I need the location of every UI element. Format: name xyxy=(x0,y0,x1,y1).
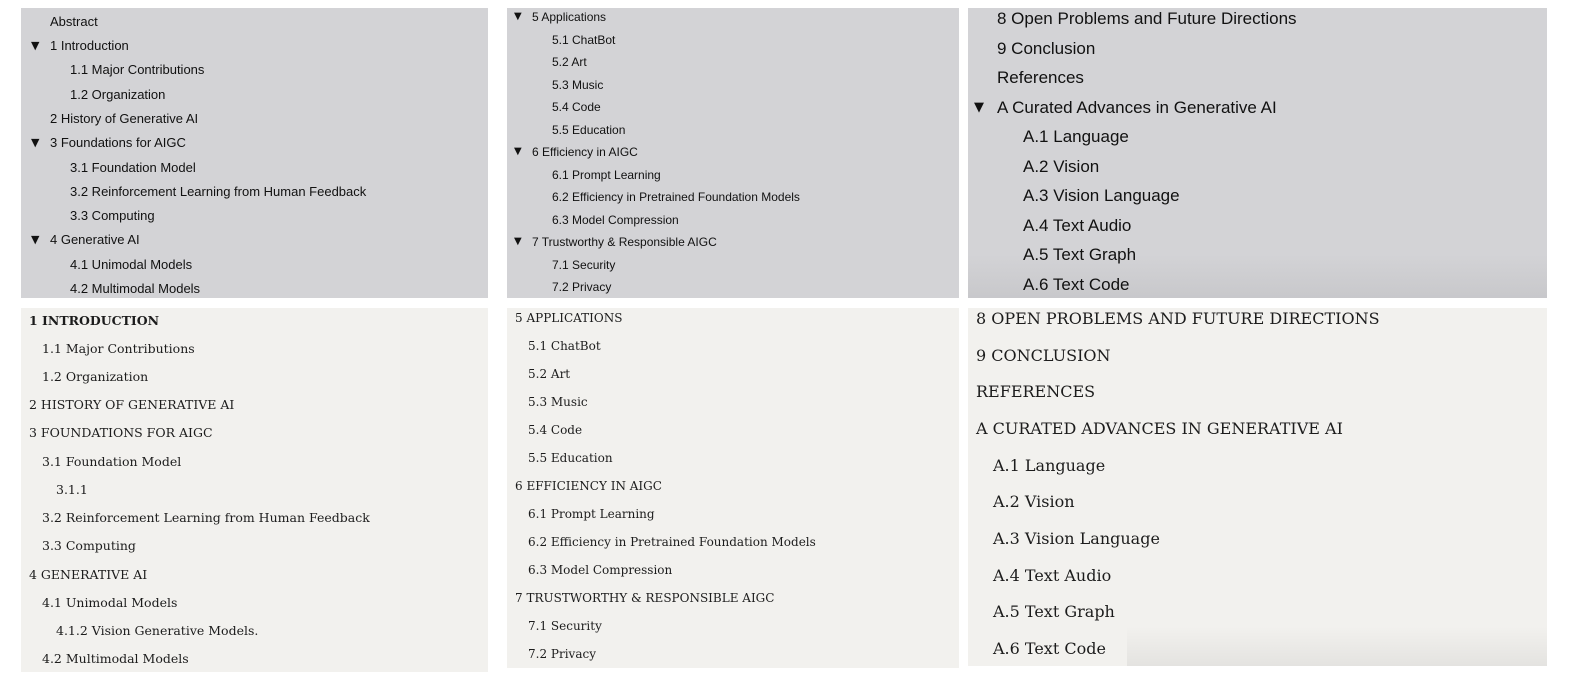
toc-item-education[interactable]: 5.5 Education xyxy=(552,123,626,137)
toc-item-multimodal-models[interactable]: 4.2 Multimodal Models xyxy=(70,281,201,296)
toc-item-organization[interactable]: 1.2 Organization xyxy=(70,87,166,102)
expanded-triangle-icon[interactable]: ▼ xyxy=(974,100,984,115)
toc-link-efficiency[interactable]: 6 EFFICIENCY IN AIGC xyxy=(515,479,662,493)
toc-item-history[interactable]: 2 History of Generative AI xyxy=(50,111,199,126)
expanded-triangle-icon[interactable]: ▼ xyxy=(31,39,40,52)
toc-link-open-problems[interactable]: 8 OPEN PROBLEMS AND FUTURE DIRECTIONS xyxy=(976,309,1380,328)
toc-link-efficiency-pfm[interactable]: 6.2 Efficiency in Pretrained Foundation Models xyxy=(528,535,816,549)
toc-item-trustworthy[interactable]: 7 Trustworthy & Responsible AIGC xyxy=(532,235,717,249)
toc-item-security[interactable]: 7.1 Security xyxy=(552,258,616,272)
toc-link-a2-vision[interactable]: A.2 Vision xyxy=(993,492,1075,511)
toc-link-foundations[interactable]: 3 FOUNDATIONS FOR AIGC xyxy=(29,425,213,440)
expanded-triangle-icon[interactable]: ▼ xyxy=(31,233,40,246)
toc-link-prompt-learning[interactable]: 6.1 Prompt Learning xyxy=(528,507,655,521)
toc-link-code[interactable]: 5.4 Code xyxy=(528,423,583,437)
toc-link-3-1-1[interactable]: 3.1.1 xyxy=(56,482,88,497)
toc-link-major-contributions[interactable]: 1.1 Major Contributions xyxy=(42,341,195,356)
toc-link-security[interactable]: 7.1 Security xyxy=(528,619,602,633)
expanded-triangle-icon[interactable]: ▼ xyxy=(31,136,40,149)
toc-link-conclusion[interactable]: 9 CONCLUSION xyxy=(976,346,1111,365)
toc-list-panel-2 xyxy=(507,308,959,668)
toc-link-foundation-model[interactable]: 3.1 Foundation Model xyxy=(42,454,182,469)
toc-tree-panel-2 xyxy=(507,8,959,298)
toc-item-code[interactable]: 5.4 Code xyxy=(552,100,601,114)
toc-item-efficiency-pfm[interactable]: 6.2 Efficiency in Pretrained Foundation Models xyxy=(552,190,800,204)
toc-item-a3-vision-language[interactable]: A.3 Vision Language xyxy=(1023,186,1180,205)
toc-link-computing[interactable]: 3.3 Computing xyxy=(42,538,136,553)
toc-item-foundations[interactable]: 3 Foundations for AIGC xyxy=(50,135,186,150)
toc-item-applications[interactable]: 5 Applications xyxy=(532,10,607,24)
toc-item-a2-vision[interactable]: A.2 Vision xyxy=(1023,157,1100,176)
expanded-triangle-icon[interactable]: ▼ xyxy=(514,146,522,157)
toc-item-a5-text-graph[interactable]: A.5 Text Graph xyxy=(1023,245,1137,264)
toc-item-open-problems[interactable]: 8 Open Problems and Future Directions xyxy=(997,9,1297,28)
toc-item-introduction[interactable]: 1 Introduction xyxy=(50,38,129,53)
expanded-triangle-icon[interactable]: ▼ xyxy=(514,236,522,247)
toc-item-music[interactable]: 5.3 Music xyxy=(552,78,604,92)
toc-list-panel-1 xyxy=(21,308,488,672)
toc-link-a4-text-audio[interactable]: A.4 Text Audio xyxy=(993,566,1112,585)
toc-item-art[interactable]: 5.2 Art xyxy=(552,55,587,69)
toc-item-curated-advances[interactable]: A Curated Advances in Generative AI xyxy=(997,98,1277,117)
toc-link-applications[interactable]: 5 APPLICATIONS xyxy=(515,311,623,325)
toc-link-a6-text-code[interactable]: A.6 Text Code xyxy=(993,639,1106,658)
toc-link-curated-advances[interactable]: A CURATED ADVANCES IN GENERATIVE AI xyxy=(976,419,1343,438)
toc-item-prompt-learning[interactable]: 6.1 Prompt Learning xyxy=(552,168,661,182)
toc-item-chatbot[interactable]: 5.1 ChatBot xyxy=(552,33,616,47)
toc-item-privacy[interactable]: 7.2 Privacy xyxy=(552,280,612,294)
toc-item-computing[interactable]: 3.3 Computing xyxy=(70,208,155,223)
toc-item-a6-text-code[interactable]: A.6 Text Code xyxy=(1023,275,1130,294)
toc-link-organization[interactable]: 1.2 Organization xyxy=(42,369,149,384)
toc-item-generative-ai[interactable]: 4 Generative AI xyxy=(50,232,140,247)
toc-item-a1-language[interactable]: A.1 Language xyxy=(1023,127,1129,146)
toc-link-introduction[interactable]: 1 INTRODUCTION xyxy=(29,313,160,328)
toc-list-panel-3 xyxy=(968,308,1547,666)
toc-item-efficiency[interactable]: 6 Efficiency in AIGC xyxy=(532,145,638,159)
toc-item-major-contributions[interactable]: 1.1 Major Contributions xyxy=(70,62,205,77)
toc-item-a4-text-audio[interactable]: A.4 Text Audio xyxy=(1023,216,1132,235)
toc-link-music[interactable]: 5.3 Music xyxy=(528,395,588,409)
toc-item-unimodal-models[interactable]: 4.1 Unimodal Models xyxy=(70,257,193,272)
toc-link-chatbot[interactable]: 5.1 ChatBot xyxy=(528,339,601,353)
toc-link-rlhf[interactable]: 3.2 Reinforcement Learning from Human Feedback xyxy=(42,510,370,525)
toc-link-a5-text-graph[interactable]: A.5 Text Graph xyxy=(993,602,1115,621)
toc-item-foundation-model[interactable]: 3.1 Foundation Model xyxy=(70,160,196,175)
toc-link-multimodal-models[interactable]: 4.2 Multimodal Models xyxy=(42,651,189,666)
toc-link-unimodal-models[interactable]: 4.1 Unimodal Models xyxy=(42,595,178,610)
toc-link-history[interactable]: 2 HISTORY OF GENERATIVE AI xyxy=(29,397,235,412)
panel-shadow xyxy=(1127,626,1547,666)
toc-link-education[interactable]: 5.5 Education xyxy=(528,451,613,465)
toc-link-vision-generative-models[interactable]: 4.1.2 Vision Generative Models. xyxy=(56,623,259,638)
toc-link-privacy[interactable]: 7.2 Privacy xyxy=(528,647,596,661)
toc-tree-panel-1 xyxy=(21,8,488,298)
toc-link-references[interactable]: REFERENCES xyxy=(976,382,1096,401)
toc-item-references[interactable]: References xyxy=(997,68,1084,87)
expanded-triangle-icon[interactable]: ▼ xyxy=(514,11,522,22)
toc-link-a3-vision-language[interactable]: A.3 Vision Language xyxy=(993,529,1160,548)
toc-link-model-compression[interactable]: 6.3 Model Compression xyxy=(528,563,673,577)
toc-link-trustworthy[interactable]: 7 TRUSTWORTHY & RESPONSIBLE AIGC xyxy=(515,591,775,605)
toc-item-rlhf[interactable]: 3.2 Reinforcement Learning from Human Feedback xyxy=(70,184,367,199)
toc-link-art[interactable]: 5.2 Art xyxy=(528,367,571,381)
toc-link-a1-language[interactable]: A.1 Language xyxy=(993,456,1106,475)
toc-item-abstract[interactable]: Abstract xyxy=(50,14,98,29)
toc-item-model-compression[interactable]: 6.3 Model Compression xyxy=(552,213,679,227)
toc-link-generative-ai[interactable]: 4 GENERATIVE AI xyxy=(29,567,148,582)
toc-tree-panel-3 xyxy=(968,8,1547,298)
toc-item-conclusion[interactable]: 9 Conclusion xyxy=(997,39,1096,58)
